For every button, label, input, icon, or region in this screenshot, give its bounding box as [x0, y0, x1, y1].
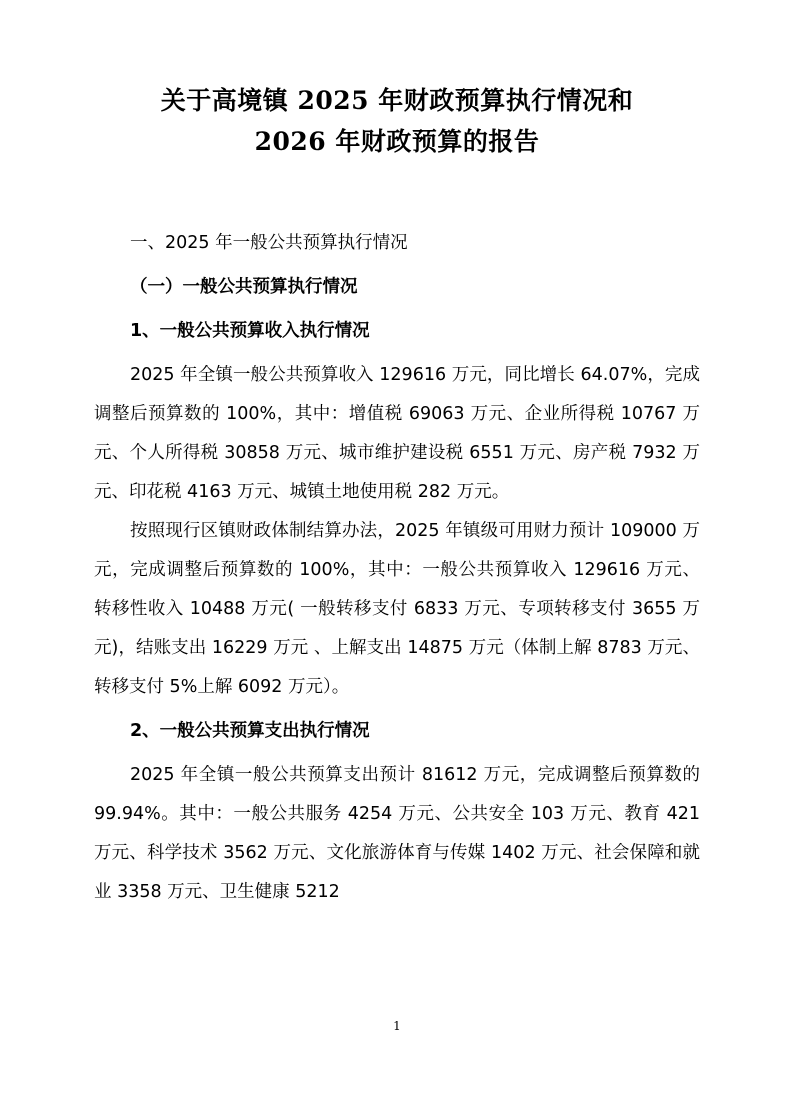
- page-title-line-2: 2026 年财政预算的报告: [254, 127, 540, 156]
- section-heading-level2: （一）一般公共预算执行情况: [130, 277, 358, 297]
- paragraph-available-resources: 按照现行区镇财政体制结算办法，2025 年镇级可用财力预计 109000 万元，完成调整后预算数的 100%，其中：一般公共预算收入 129616 万元、转移性收入 10488 万元( 一般转移支付 6833 万元、专项转移支付 3655 万元)，结账支出 16229 万元 、上解支出 14875 万元（体制上解 8783 万元、转移支付 5%上解 6092 万元）。: [94, 521, 700, 697]
- document-body: [94, 224, 700, 912]
- paragraph-expenditure-detail: 2025 年全镇一般公共预算支出预计 81612 万元，完成调整后预算数的 99.94%。其中：一般公共服务 4254 万元、公共安全 103 万元、教育 421 万元、科学技术 3562 万元、文化旅游体育与传媒 1402 万元、社会保障和就业 3358 万元、卫生健康 5212: [94, 765, 700, 902]
- section-heading-level3-expenditure: 2、一般公共预算支出执行情况: [130, 721, 370, 741]
- page-number: 1: [393, 1019, 401, 1033]
- paragraph-income-detail: 2025 年全镇一般公共预算收入 129616 万元，同比增长 64.07%，完成调整后预算数的 100%，其中：增值税 69063 万元、企业所得税 10767 万元、个人所得税 30858 万元、城市维护建设税 6551 万元、房产税 7932 万元、印花税 4163 万元、城镇土地使用税 282 万元。: [94, 365, 700, 502]
- page-title-line-1: 关于高境镇 2025 年财政预算执行情况和: [160, 86, 634, 115]
- section-heading-level1: 一、2025 年一般公共预算执行情况: [130, 233, 408, 253]
- page-title: [94, 80, 700, 162]
- section-heading-level3-income: 1、一般公共预算收入执行情况: [130, 321, 370, 341]
